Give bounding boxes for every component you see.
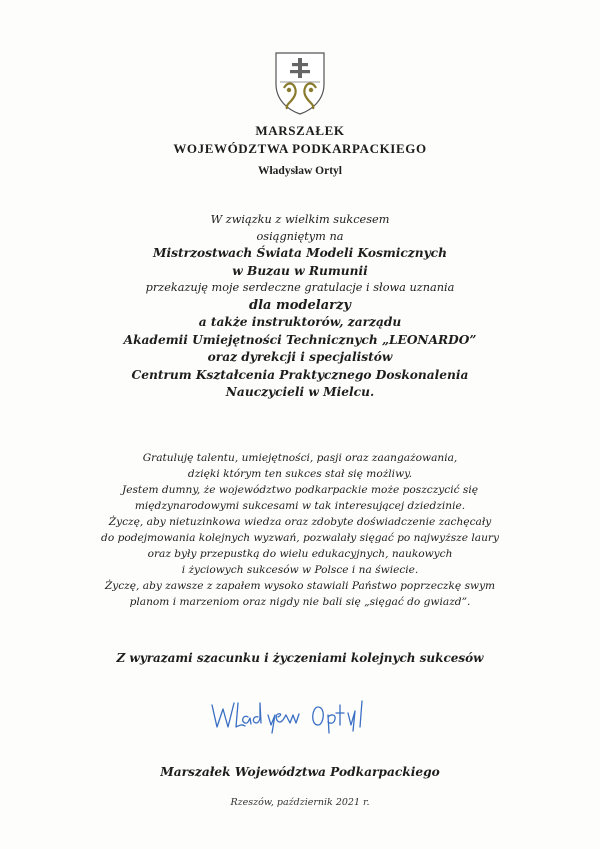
congrats-line: planom i marzeniom oraz nigdy nie bali się „sięgać do gwiazd”. — [129, 596, 471, 608]
intro-line-4: w Buzau w Rumunii — [232, 263, 368, 278]
letterhead-title: MARSZAŁEK — [255, 123, 345, 138]
congrats-line: Gratuluję talentu, umiejętności, pasji oraz zaangażowania, — [142, 452, 458, 464]
intro-line-9: oraz dyrekcji i specjalistów — [207, 350, 393, 364]
intro-line-5: przekazuję moje serdeczne gratulacje i słowa uznania — [145, 281, 455, 294]
congratulations-paragraph — [50, 450, 550, 610]
intro-line-6: dla modelarzy — [249, 297, 351, 313]
place-and-date: Rzeszów, październik 2021 r. — [230, 797, 370, 808]
intro-line-11: Nauczycieli w Mielcu. — [225, 385, 375, 399]
closing-line: Z wyrazami szacunku i życzeniami kolejnych sukcesów — [116, 651, 484, 665]
signature-title: Marszałek Województwa Podkarpackiego — [160, 765, 440, 779]
coat-of-arms-icon — [272, 50, 328, 116]
intro-line-10: Centrum Kształcenia Praktycznego Doskonalenia — [131, 367, 469, 382]
congrats-line: Życzę, aby nietuzinkowa wiedza oraz zdobyte doświadczenie zachęcały — [108, 516, 492, 528]
congrats-line: oraz były przepustką do wielu edukacyjnych, naukowych — [147, 548, 453, 560]
intro-line-8: Akademii Umiejętności Technicznych „LEONARDO” — [123, 332, 477, 347]
congrats-line: i życiowych sukcesów w Polsce i na świecie. — [181, 564, 419, 576]
congrats-line: do podejmowania kolejnych wyzwań, pozwalały sięgać po najwyższe laury — [101, 532, 499, 544]
letterhead-subtitle: WOJEWÓDZTWA PODKARPACKIEGO — [173, 141, 427, 156]
congrats-line: Życzę, aby zawsze z zapałem wysoko stawiali Państwo poprzeczkę swym — [104, 580, 496, 592]
intro-line-2: osiągniętym na — [256, 229, 344, 243]
intro-line-7: a także instruktorów, zarządu — [198, 315, 402, 329]
intro-line-1: W związku z wielkim sukcesem — [210, 213, 390, 226]
intro-line-3: Mistrzostwach Świata Modeli Kosmicznych — [153, 246, 447, 260]
congrats-line: dzięki którym ten sukces stał się możliwy. — [187, 468, 413, 480]
letterhead — [0, 122, 600, 177]
intro-paragraph — [50, 212, 550, 402]
congrats-line: Jestem dumny, że województwo podkarpackie może poszczycić się — [121, 484, 479, 496]
congrats-line: międzynarodowymi sukcesami w tak interesującej dziedzinie. — [134, 500, 466, 512]
letterhead-name: Władysław Ortyl — [257, 165, 342, 177]
handwritten-signature — [208, 695, 378, 735]
